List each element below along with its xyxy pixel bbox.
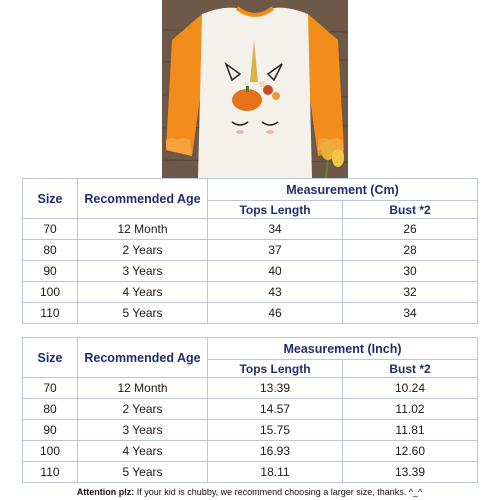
header-bust: Bust *2 — [343, 360, 478, 378]
cell-length: 16.93 — [208, 441, 343, 462]
cell-size: 80 — [23, 399, 78, 420]
header-size: Size — [23, 338, 78, 378]
cell-size: 80 — [23, 240, 78, 261]
header-measurement: Measurement (Cm) — [208, 179, 478, 201]
cell-bust: 30 — [343, 261, 478, 282]
cell-bust: 26 — [343, 219, 478, 240]
cell-age: 12 Month — [78, 378, 208, 399]
size-table-cm — [22, 178, 478, 324]
cell-bust: 11.02 — [343, 399, 478, 420]
cell-size: 90 — [23, 420, 78, 441]
cell-bust: 12.60 — [343, 441, 478, 462]
table-row — [23, 240, 478, 261]
header-measurement: Measurement (Inch) — [208, 338, 478, 360]
header-tops-length: Tops Length — [208, 360, 343, 378]
table-row — [23, 282, 478, 303]
attention-text: If your kid is chubby, we recommend choosing a larger size, thanks. ^_^ — [134, 487, 423, 497]
header-recommended-age: Recommended Age — [78, 338, 208, 378]
cell-age: 5 Years — [78, 462, 208, 483]
attention-note — [22, 485, 477, 500]
attention-label: Attention plz: — [76, 487, 135, 497]
table-row — [23, 219, 478, 240]
table-row — [23, 303, 478, 324]
table-row — [23, 441, 478, 462]
cell-bust: 34 — [343, 303, 478, 324]
cell-age: 3 Years — [78, 261, 208, 282]
cell-length: 40 — [208, 261, 343, 282]
table-row — [23, 462, 478, 483]
cell-length: 18.11 — [208, 462, 343, 483]
table-row — [23, 261, 478, 282]
cell-size: 110 — [23, 462, 78, 483]
cell-length: 14.57 — [208, 399, 343, 420]
header-tops-length: Tops Length — [208, 201, 343, 219]
cell-size: 110 — [23, 303, 78, 324]
shirt-illustration — [162, 0, 348, 178]
cell-age: 2 Years — [78, 240, 208, 261]
cell-age: 4 Years — [78, 282, 208, 303]
table-row — [23, 378, 478, 399]
cell-length: 37 — [208, 240, 343, 261]
cell-age: 4 Years — [78, 441, 208, 462]
cell-bust: 13.39 — [343, 462, 478, 483]
cell-size: 90 — [23, 261, 78, 282]
cell-age: 12 Month — [78, 219, 208, 240]
header-recommended-age: Recommended Age — [78, 179, 208, 219]
cell-bust: 32 — [343, 282, 478, 303]
size-table-inch — [22, 337, 478, 483]
cell-length: 34 — [208, 219, 343, 240]
table-row — [23, 420, 478, 441]
cell-bust: 11.81 — [343, 420, 478, 441]
cell-size: 70 — [23, 219, 78, 240]
cell-age: 2 Years — [78, 399, 208, 420]
cell-length: 13.39 — [208, 378, 343, 399]
header-size: Size — [23, 179, 78, 219]
cell-age: 5 Years — [78, 303, 208, 324]
header-bust: Bust *2 — [343, 201, 478, 219]
cell-length: 46 — [208, 303, 343, 324]
cell-bust: 28 — [343, 240, 478, 261]
cell-size: 100 — [23, 441, 78, 462]
table-row — [23, 399, 478, 420]
cell-bust: 10.24 — [343, 378, 478, 399]
product-photo — [162, 0, 348, 178]
cell-size: 100 — [23, 282, 78, 303]
cell-size: 70 — [23, 378, 78, 399]
cell-length: 43 — [208, 282, 343, 303]
cell-age: 3 Years — [78, 420, 208, 441]
cell-length: 15.75 — [208, 420, 343, 441]
